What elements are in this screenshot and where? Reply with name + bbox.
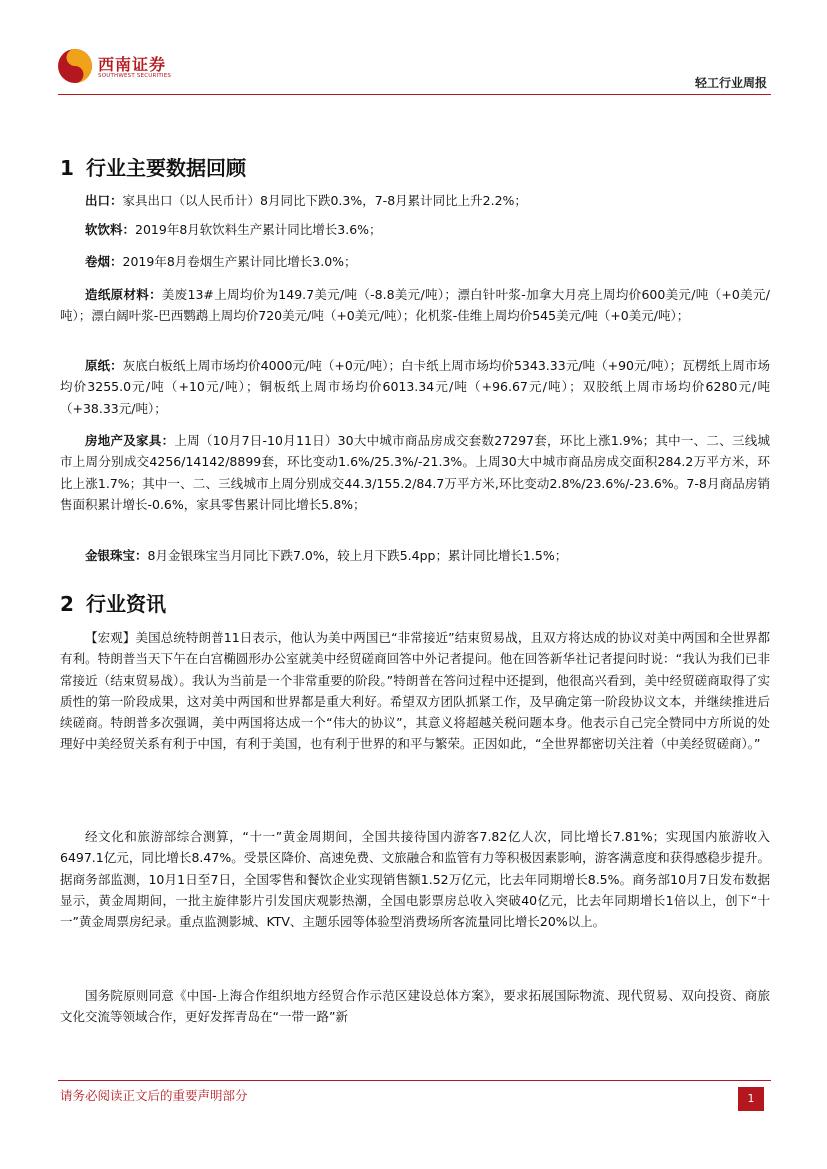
data-item-soft-drinks xyxy=(60,219,770,240)
data-item-label: 软饮料： xyxy=(85,222,136,237)
section-1-heading xyxy=(60,152,246,181)
data-item-text: 上周（10月7日-10月11日）30大中城市商品房成交套数27297套，环比上涨1.9%；其中一、二、三线城市上周分别成交4256/14142/8899套，环比变动1.6%/25.3%/-21.3%。上周30大中城市商品房成交面积284.2万平方米，环比上涨1.7%；其中一、二、三线城市上周分别成交44.3/155.2/84.7万平方米,环比变动2.8%/23.6%/-23.6%。7-8月商品房销售面积累计增长-0.6%，家具零售累计同比增长5.8%； xyxy=(60,433,770,512)
data-item-real-estate-furniture xyxy=(60,430,770,515)
news-paragraph-tourism: 经文化和旅游部综合测算，“十一”黄金周期间，全国共接待国内游客7.82亿人次，同比增长7.81%；实现国内旅游收入6497.1亿元，同比增长8.47%。受景区降价、高速免费、文旅融合和监管有力等积极因素影响，游客满意度和获得感稳步提升。据商务部监测，10月1日至7日，全国零售和餐饮企业实现销售额1.52万亿元，比去年同期增长8.5%。商务部10月7日发布数据显示，黄金周期间，一批主旋律影片引发国庆观影热潮，全国电影票房总收入突破40亿元，比去年同期增长1倍以上，创下“十一”黄金周票房纪录。重点监测影城、KTV、主题乐园等体验型消费场所客流量同比增长20%以上。 xyxy=(60,829,770,930)
section-1-title: 行业主要数据回顾 xyxy=(86,156,246,180)
disclaimer-note: 请务必阅读正文后的重要声明部分 xyxy=(60,1088,248,1103)
data-item-text: 灰底白板纸上周市场均价4000元/吨（+0元/吨）；白卡纸上周市场均价5343.33元/吨（+90元/吨）；瓦楞纸上周市场均价3255.0元/吨（+10元/吨）；铜板纸上周市场均价6013.34元/吨（+96.67元/吨）；双胶纸上周市场均价6280元/吨（+38.33元/吨）； xyxy=(60,358,770,416)
data-item-text: 8月金银珠宝当月同比下跌7.0%，较上月下跌5.4pp；累计同比增长1.5%； xyxy=(147,548,568,563)
data-item-jewelry xyxy=(60,545,770,566)
section-2-title: 行业资讯 xyxy=(86,592,166,616)
logo-english-name: SOUTHWEST SECURITIES xyxy=(98,73,172,79)
news-paragraph-sco-zone: 国务院原则同意《中国-上海合作组织地方经贸合作示范区建设总体方案》，要求拓展国际物流、现代贸易、双向投资、商旅文化交流等领域合作，更好发挥青岛在“一带一路”新 xyxy=(60,988,770,1025)
logo-emblem-icon xyxy=(56,47,94,85)
data-item-label: 造纸原材料： xyxy=(85,287,162,302)
footer-divider xyxy=(58,1080,771,1081)
data-item-export xyxy=(60,190,770,211)
logo-chinese-name: 西南证券 xyxy=(98,55,167,74)
data-item-label: 金银珠宝： xyxy=(85,548,148,563)
data-item-base-paper xyxy=(60,355,770,419)
section-2-heading xyxy=(60,588,166,617)
data-item-label: 卷烟： xyxy=(85,254,123,269)
data-item-label: 房地产及家具： xyxy=(85,433,175,448)
data-item-paper-raw-materials xyxy=(60,284,770,327)
data-item-label: 原纸： xyxy=(85,358,123,373)
report-type-label: 轻工行业周报 xyxy=(694,76,767,90)
header-divider xyxy=(58,94,771,95)
data-item-text: 家具出口（以人民币计）8月同比下跌0.3%，7-8月累计同比上升2.2%； xyxy=(122,193,527,208)
section-2-number: 2 xyxy=(60,592,74,616)
data-item-text: 美废13#上周均价为149.7美元/吨（-8.8美元/吨）；漂白针叶浆-加拿大月亮上周均价600美元/吨（+0美元/吨）；漂白阔叶浆-巴西鹦鹉上周均价720美元/吨（+0美元/吨）；化机浆-佳维上周均价545美元/吨（+0美元/吨）； xyxy=(60,287,770,324)
data-item-text: 2019年8月软饮料生产累计同比增长3.6%； xyxy=(135,222,382,237)
news-paragraph-macro: 【宏观】美国总统特朗普11日表示，他认为美中两国已“非常接近”结束贸易战，且双方将达成的协议对美中两国和全世界都有利。特朗普当天下午在白宫椭圆形办公室就美中经贸磋商回答中外记者提问。他在回答新华社记者提问时说：“我认为我们已非常接近（结束贸易战）。我认为当前是一个非常重要的阶段。”特朗普在答问过程中还提到，他很高兴看到，美中经贸磋商取得了实质性的第一阶段成果，这对美中两国和世界都是重大利好。希望双方团队抓紧工作，及早确定第一阶段协议文本，并继续推进后续磋商。特朗普多次强调，美中两国将达成一个“伟大的协议”，其意义将超越关税问题本身。他表示自己完全赞同中方所说的处理好中美经贸关系有利于中国，有利于美国，也有利于世界的和平与繁荣。正因如此，“全世界都密切关注着（中美经贸磋商）。” xyxy=(60,630,770,752)
data-item-text: 2019年8月卷烟生产累计同比增长3.0%； xyxy=(122,254,357,269)
company-logo xyxy=(56,47,176,87)
section-1-number: 1 xyxy=(60,156,74,180)
data-item-label: 出口： xyxy=(85,193,123,208)
page-number: 1 xyxy=(738,1087,764,1111)
data-item-cigarettes xyxy=(60,251,770,272)
